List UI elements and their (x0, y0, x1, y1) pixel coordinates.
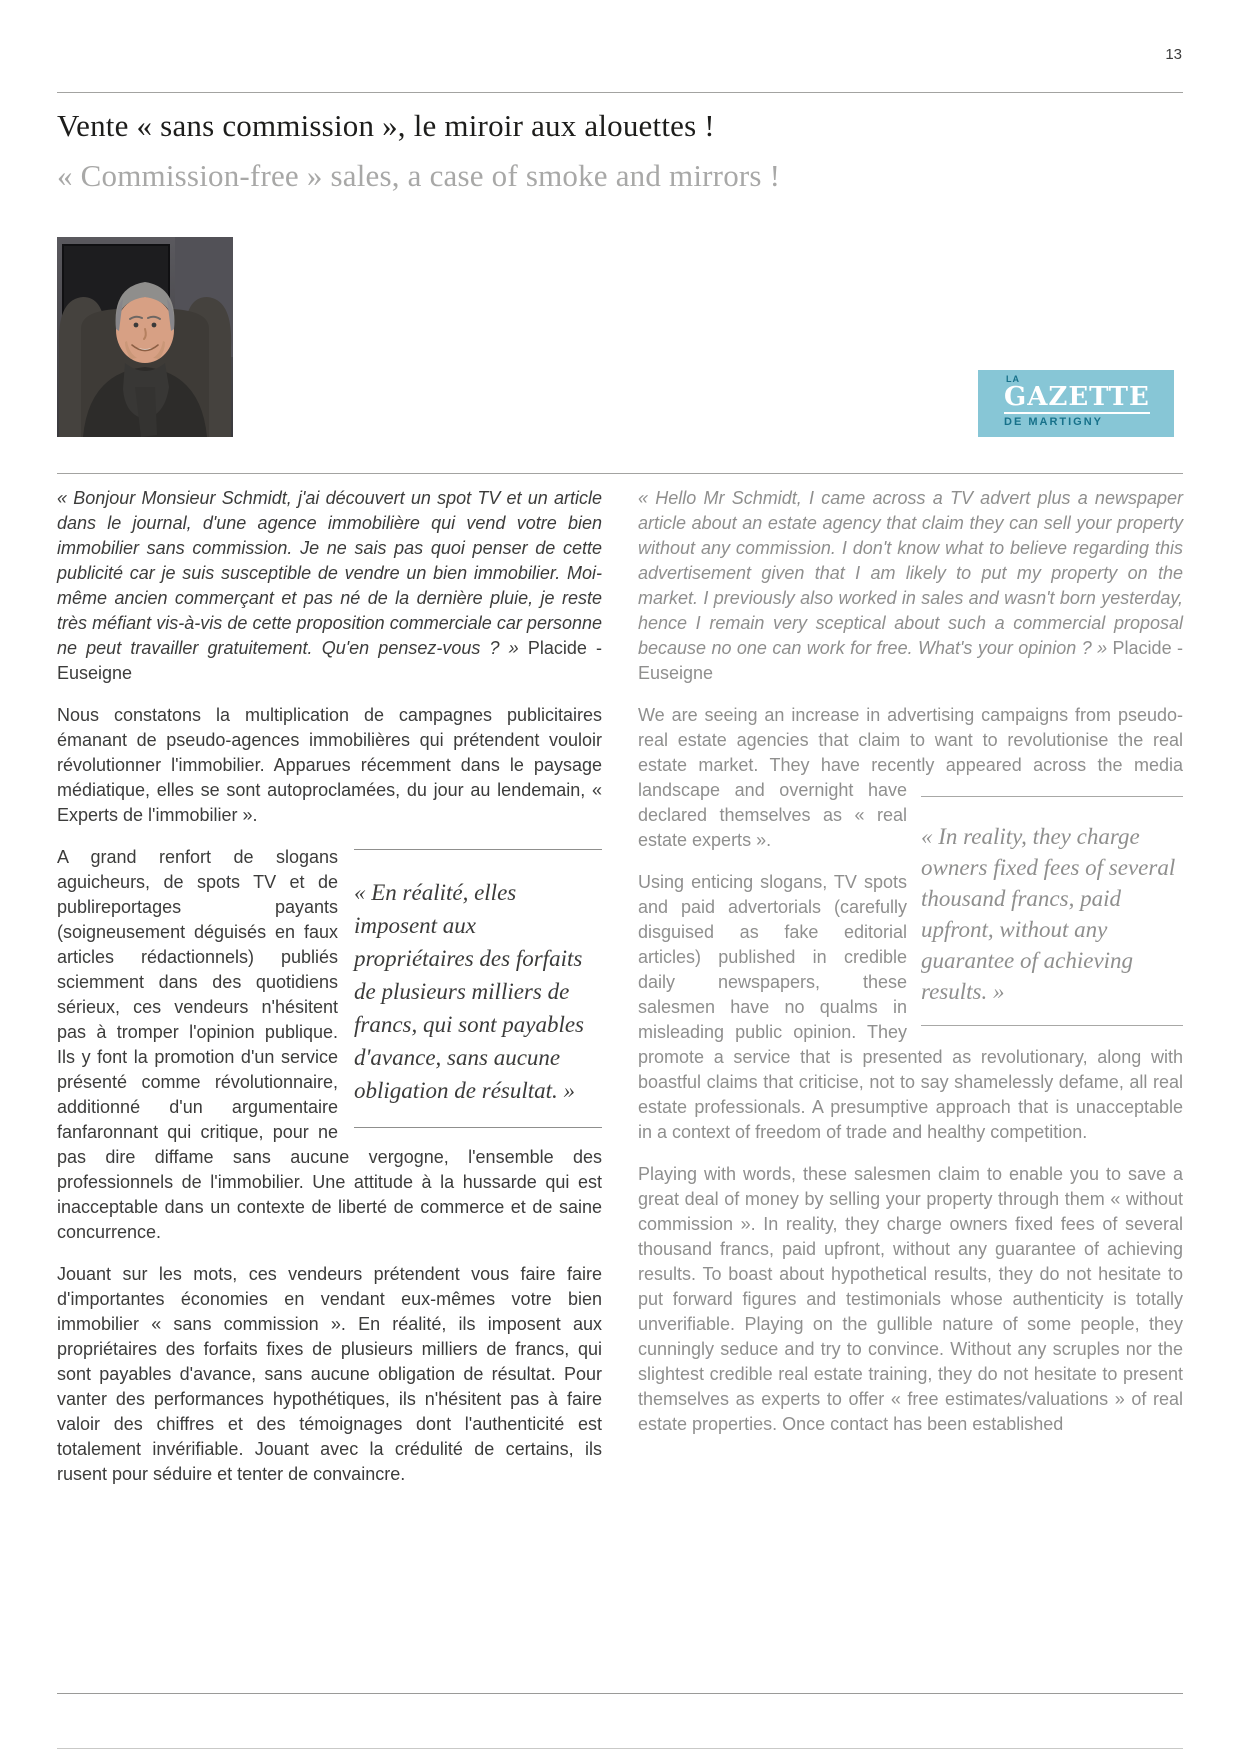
pullquote-english: « In reality, they charge owners fixed fees of several thousand francs, paid upfront, without any guarantee of achieving results. » (921, 796, 1183, 1026)
fr-paragraph-3 (57, 845, 602, 1245)
en-paragraph-3: Using enticing slogans, TV spots and paid advertorials (carefully disguised as fake editorial articles) published in credible daily newspapers, these salesmen have no qualms in misleading public opinion. They promote a service that is presented as revolutionary, along with boastful claims that criticise, not to say shamelessly defame, all real estate professionals. A presumptive approach that is unacceptable in a context of freedom of trade and healthy competition. (638, 872, 1183, 1142)
page-number: 13 (1165, 46, 1182, 63)
fr-paragraph-3-text: A grand renfort de slogans aguicheurs, de spots TV et de publireportages payants (soigneusement déguisés en faux articles rédactionnels) publiés sciemment dans des quotidiens sérieux, ces vendeurs n'hésitent pas à tromper l'opinion publique. Ils y font la promotion d'un service présenté comme révolutionnaire, additionné d'un argumentaire fanfaronnant qui critique, pour ne pas dire diffame sans aucune vergogne, l'ensemble des professionnels de l'immobilier. Une attitude à la hussarde qui est inacceptable dans un contexte de liberté de commerce et de saine concurrence. (57, 847, 602, 1242)
en-paragraph-2-text-a: We are seeing an increase in advertising campaigns from pseudo-real estate agencies that claim to want to revolutionise the real estate market. They have recently appeared across the (638, 705, 1183, 775)
fr-paragraph-4: Jouant sur les mots, ces vendeurs prétendent vous faire faire d'importantes économies en vendant eux-mêmes votre bien immobilier « sans commission ». En réalité, ils imposent aux propriétaires des forfaits fixes de plusieurs milliers de francs, qui sont payables d'avance, sans aucune obligation de résultat. Pour vanter des performances hypothétiques, ils n'hésitent pas à faire valoir des chiffres et des témoignages dont l'authenticité est totalement invérifiable. Jouant avec la crédulité de certains, ils rusent pour séduire et tenter de convaincre. (57, 1264, 602, 1484)
author-photo (57, 237, 233, 437)
footer-rule-1 (57, 1693, 1183, 1694)
gazette-logo-subtitle: DE MARTIGNY (1004, 416, 1103, 428)
fr-paragraph-2: Nous constatons la multiplication de campagnes publicitaires émanant de pseudo-agences immobilières qui prétendent vouloir révolutionner l'immobilier. Apparues récemment dans le paysage médiatique, elles se sont autoproclamées, du jour au lendemain, « Experts de l'immobilier ». (57, 705, 602, 825)
header-divider-rule (57, 473, 1183, 474)
fr-reader-letter-author: Placide - Euseigne (57, 638, 602, 683)
author-photo-illustration (57, 237, 233, 437)
article-body (57, 486, 1183, 1504)
column-english (638, 486, 1183, 1504)
en-paragraph-2-text-b: media landscape and overnight have declared themselves as « real estate experts ». (638, 755, 1183, 850)
gazette-logo (978, 370, 1174, 437)
pullquote-french: « En réalité, elles imposent aux propriétaires des forfaits de plusieurs milliers de francs, qui sont payables d'avance, sans aucune obligation de résultat. » (354, 849, 602, 1128)
fr-reader-letter (57, 486, 602, 686)
column-french (57, 486, 602, 1504)
en-reader-letter-text: « Hello Mr Schmidt, I came across a TV advert plus a newspaper article about an estate agency that claim they can sell your property without any commission. I don't know what to believe regarding this advertisement given that I am likely to put my property on the market. I previously also worked in sales and wasn't born yesterday, hence I remain very sceptical about such a commercial proposal because no one can work for free. What's your opinion ? » (638, 488, 1183, 658)
article-title-english: « Commission-free » sales, a case of smoke and mirrors ! (57, 158, 781, 193)
en-paragraph-4: Playing with words, these salesmen claim to enable you to save a great deal of money by selling your property through them « without commission ». In reality, they charge owners fixed fees of several thousand francs, paid upfront, without any guarantee of achieving results. To boast about hypothetical results, they do not hesitate to put forward figures and testimonials whose authenticity is totally unverifiable. Playing on the gullible nature of some people, they cunningly seduce and try to convince. Without any scruples nor the slightest credible real estate training, they do not hesitate to present themselves as experts to offer « free estimates/valuations » of real estate properties. Once contact has been established (638, 1164, 1183, 1434)
footer-rule-2 (57, 1748, 1183, 1749)
en-reader-letter (638, 486, 1183, 686)
article-title-french: Vente « sans commission », le miroir aux alouettes ! (57, 108, 715, 143)
gazette-logo-name: GAZETTE (1004, 382, 1150, 412)
gazette-logo-la: LA (1006, 374, 1020, 384)
top-rule (57, 92, 1183, 93)
fr-reader-letter-text: « Bonjour Monsieur Schmidt, j'ai découvert un spot TV et un article dans le journal, d'une agence immobilière qui vend votre bien immobilier sans commission. Je ne sais pas quoi penser de cette publicité car je suis susceptible de vendre un bien immobilier. Moi-même ancien commerçant et pas né de la dernière pluie, je reste très méfiant vis-à-vis de cette proposition commerciale car personne ne peut travailler gratuitement. Qu'en pensez-vous ? » (57, 488, 602, 658)
en-reader-letter-author: Placide - Euseigne (638, 638, 1183, 683)
en-paragraph-2 (638, 703, 1183, 1004)
